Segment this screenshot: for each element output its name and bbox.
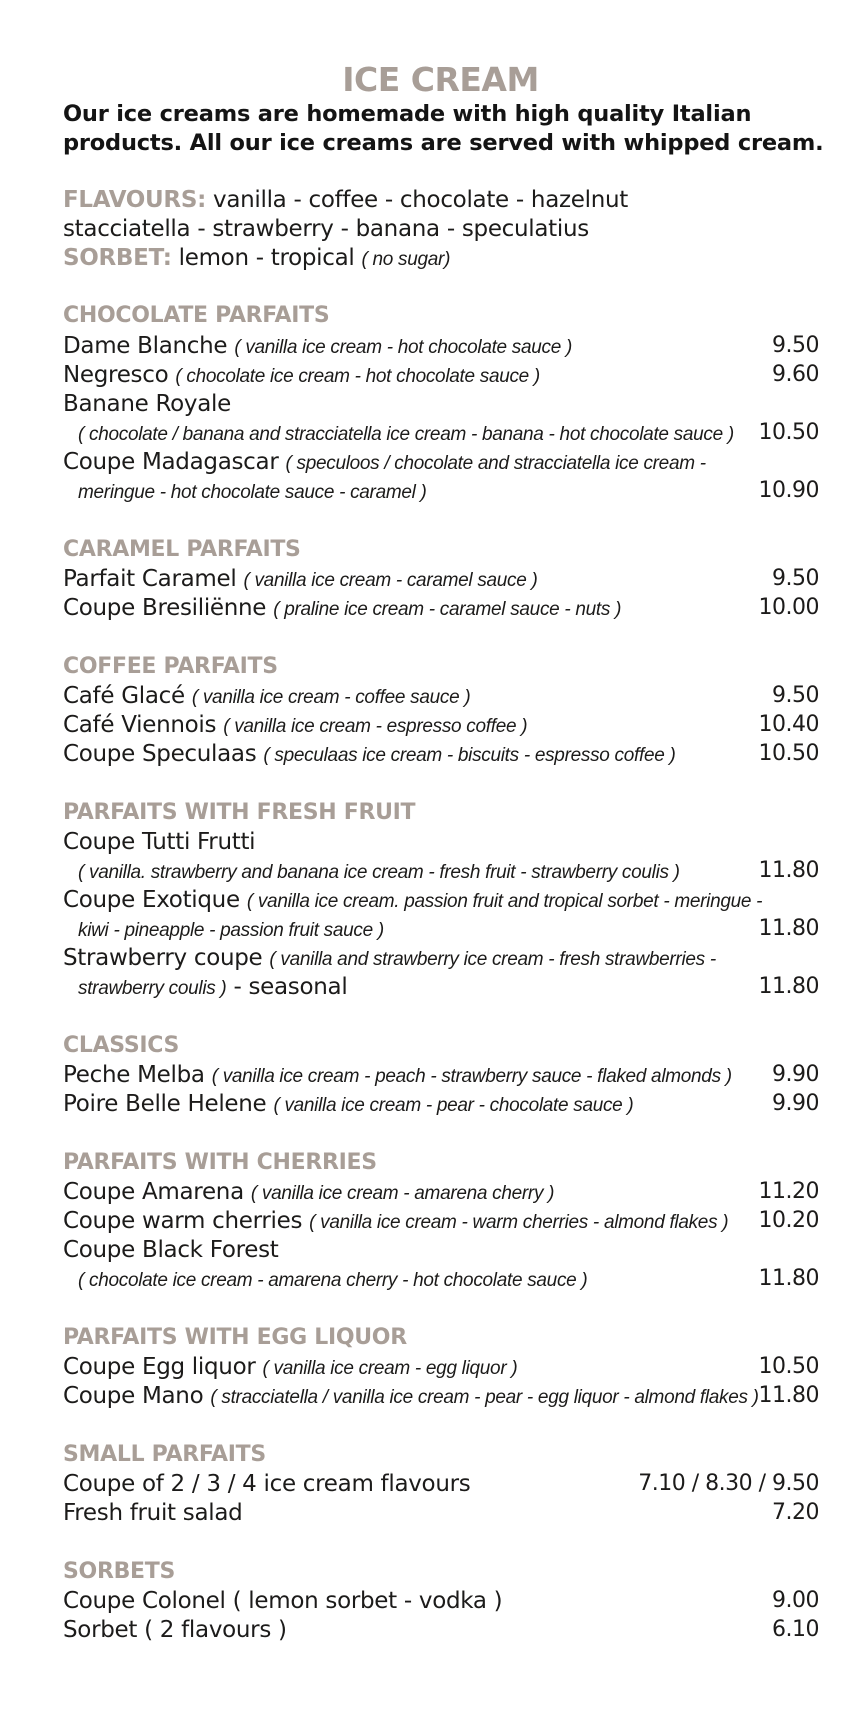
item-description: ( vanilla ice cream. passion fruit and tropical sorbet - meringue - (246, 891, 763, 912)
item-description: ( vanilla ice cream - coffee sauce ) (191, 687, 471, 708)
item-price: 9.60 (772, 362, 819, 387)
item-price: 9.90 (772, 1062, 819, 1087)
item-description: kiwi - pineapple - passion fruit sauce ) (78, 920, 384, 941)
item-price: 10.00 (758, 595, 819, 620)
item-price: 11.80 (758, 974, 819, 999)
item-note: - seasonal (226, 974, 348, 1000)
menu-item (63, 362, 540, 388)
item-name: Coupe Mano (63, 1383, 204, 1409)
item-name: Coupe warm cherries (63, 1208, 303, 1234)
item-price: 11.80 (758, 858, 819, 883)
menu-item (63, 1062, 732, 1088)
item-price: 10.50 (758, 1354, 819, 1379)
item-name: Sorbet ( 2 flavours ) (63, 1617, 287, 1643)
item-name: Coupe Amarena (63, 1179, 244, 1205)
item-name: Coupe of 2 / 3 / 4 ice cream flavours (63, 1471, 471, 1497)
item-description: ( stracciatella / vanilla ice cream - pear - egg liquor - almond flakes ) (210, 1387, 759, 1408)
item-description: meringue - hot chocolate sauce - caramel ) (78, 482, 427, 503)
item-description: ( vanilla ice cream - amarena cherry ) (250, 1183, 555, 1204)
intro-text (63, 100, 863, 158)
menu-item (63, 1354, 517, 1380)
item-price: 9.00 (772, 1588, 819, 1613)
sorbet-line (63, 245, 450, 271)
item-name: Banane Royale (63, 391, 231, 417)
item-name: Coupe Egg liquor (63, 1354, 256, 1380)
item-price: 10.90 (758, 478, 819, 503)
menu-item (63, 333, 572, 359)
menu-item (63, 1208, 728, 1234)
section-title-caramel: CARAMEL PARFAITS (63, 537, 301, 562)
page-title: ICE CREAM (342, 60, 539, 99)
sorbet-note: ( no sugar) (361, 249, 451, 270)
flavours-line (63, 187, 628, 213)
item-name: Parfait Caramel (63, 566, 237, 592)
item-name: Coupe Madagascar (63, 449, 279, 475)
item-name: Coupe Black Forest (63, 1237, 279, 1263)
item-name: Coupe Colonel ( lemon sorbet - vodka ) (63, 1588, 503, 1614)
item-price: 7.20 (772, 1500, 819, 1525)
item-name: Coupe Tutti Frutti (63, 829, 256, 855)
item-price: 9.90 (772, 1091, 819, 1116)
item-price: 10.40 (758, 712, 819, 737)
item-description: ( vanilla ice cream - peach - strawberry sauce - flaked almonds ) (211, 1066, 732, 1087)
intro-line: products. All our ice creams are served with whipped cream. (63, 130, 824, 156)
item-description: ( vanilla. strawberry and banana ice cream - fresh fruit - strawberry coulis ) (78, 862, 680, 883)
flavours-text: vanilla - coffee - chocolate - hazelnut (213, 187, 628, 213)
item-name: Negresco (63, 362, 169, 388)
item-price: 10.50 (758, 741, 819, 766)
section-title-cherries: PARFAITS WITH CHERRIES (63, 1150, 377, 1175)
menu-item (63, 595, 621, 621)
item-description: ( chocolate ice cream - amarena cherry - hot chocolate sauce ) (78, 1270, 588, 1291)
item-price: 11.80 (758, 1266, 819, 1291)
menu-item (63, 741, 675, 767)
menu-item-continued (78, 974, 347, 1000)
item-description: ( speculoos / chocolate and stracciatella ice cream - (285, 453, 706, 474)
item-description: ( chocolate ice cream - hot chocolate sauce ) (175, 366, 540, 387)
item-description: ( vanilla ice cream - caramel sauce ) (243, 570, 538, 591)
menu-item (63, 1179, 554, 1205)
section-title-chocolate: CHOCOLATE PARFAITS (63, 303, 330, 328)
section-title-egg-liquor: PARFAITS WITH EGG LIQUOR (63, 1325, 407, 1350)
item-price: 10.50 (758, 420, 819, 445)
menu-item (63, 566, 538, 592)
item-price: 9.50 (772, 333, 819, 358)
menu-item (63, 712, 527, 738)
menu-item (63, 1383, 759, 1409)
item-description: ( vanilla ice cream - pear - chocolate sauce ) (273, 1095, 634, 1116)
sorbet-text: lemon - tropical (178, 245, 355, 271)
item-name: Fresh fruit salad (63, 1500, 243, 1526)
section-title-coffee: COFFEE PARFAITS (63, 654, 278, 679)
menu-item (63, 945, 716, 971)
menu-item (63, 887, 762, 913)
item-description: ( vanilla ice cream - warm cherries - almond flakes ) (309, 1212, 729, 1233)
item-price: 10.20 (758, 1208, 819, 1233)
section-title-classics: CLASSICS (63, 1033, 180, 1058)
item-description: ( chocolate / banana and stracciatella ice cream - banana - hot chocolate sauce ) (78, 424, 734, 445)
item-price: 6.10 (772, 1617, 819, 1642)
flavours-line: stacciatella - strawberry - banana - speculatius (63, 216, 589, 242)
item-description: ( vanilla ice cream - egg liquor ) (262, 1358, 518, 1379)
item-description: ( praline ice cream - caramel sauce - nuts ) (273, 599, 622, 620)
item-name: Coupe Speculaas (63, 741, 257, 767)
item-description: ( vanilla and strawberry ice cream - fresh strawberries - (269, 949, 716, 970)
item-description: ( vanilla ice cream - hot chocolate sauce ) (234, 337, 573, 358)
item-price: 7.10 / 8.30 / 9.50 (638, 1471, 819, 1496)
item-name: Coupe Exotique (63, 887, 240, 913)
item-description: strawberry coulis ) (78, 978, 227, 999)
item-name: Peche Melba (63, 1062, 205, 1088)
item-description: ( vanilla ice cream - espresso coffee ) (223, 716, 528, 737)
section-title-sorbets: SORBETS (63, 1559, 176, 1584)
intro-line: Our ice creams are homemade with high quality Italian (63, 101, 752, 127)
item-description: ( speculaas ice cream - biscuits - espresso coffee ) (263, 745, 676, 766)
item-name: Strawberry coupe (63, 945, 263, 971)
section-title-small-parfaits: SMALL PARFAITS (63, 1442, 266, 1467)
flavours-label: FLAVOURS: (63, 187, 207, 213)
item-price: 9.50 (772, 683, 819, 708)
item-name: Café Viennois (63, 712, 217, 738)
item-price: 11.80 (758, 916, 819, 941)
sorbet-label: SORBET: (63, 245, 172, 271)
item-name: Coupe Bresiliënne (63, 595, 267, 621)
menu-item (63, 1091, 633, 1117)
menu-item (63, 449, 706, 475)
item-name: Poire Belle Helene (63, 1091, 267, 1117)
item-price: 11.80 (758, 1383, 819, 1408)
menu-item (63, 683, 470, 709)
section-title-fresh-fruit: PARFAITS WITH FRESH FRUIT (63, 800, 416, 825)
item-price: 11.20 (758, 1179, 819, 1204)
item-price: 9.50 (772, 566, 819, 591)
item-name: Café Glacé (63, 683, 185, 709)
item-name: Dame Blanche (63, 333, 228, 359)
